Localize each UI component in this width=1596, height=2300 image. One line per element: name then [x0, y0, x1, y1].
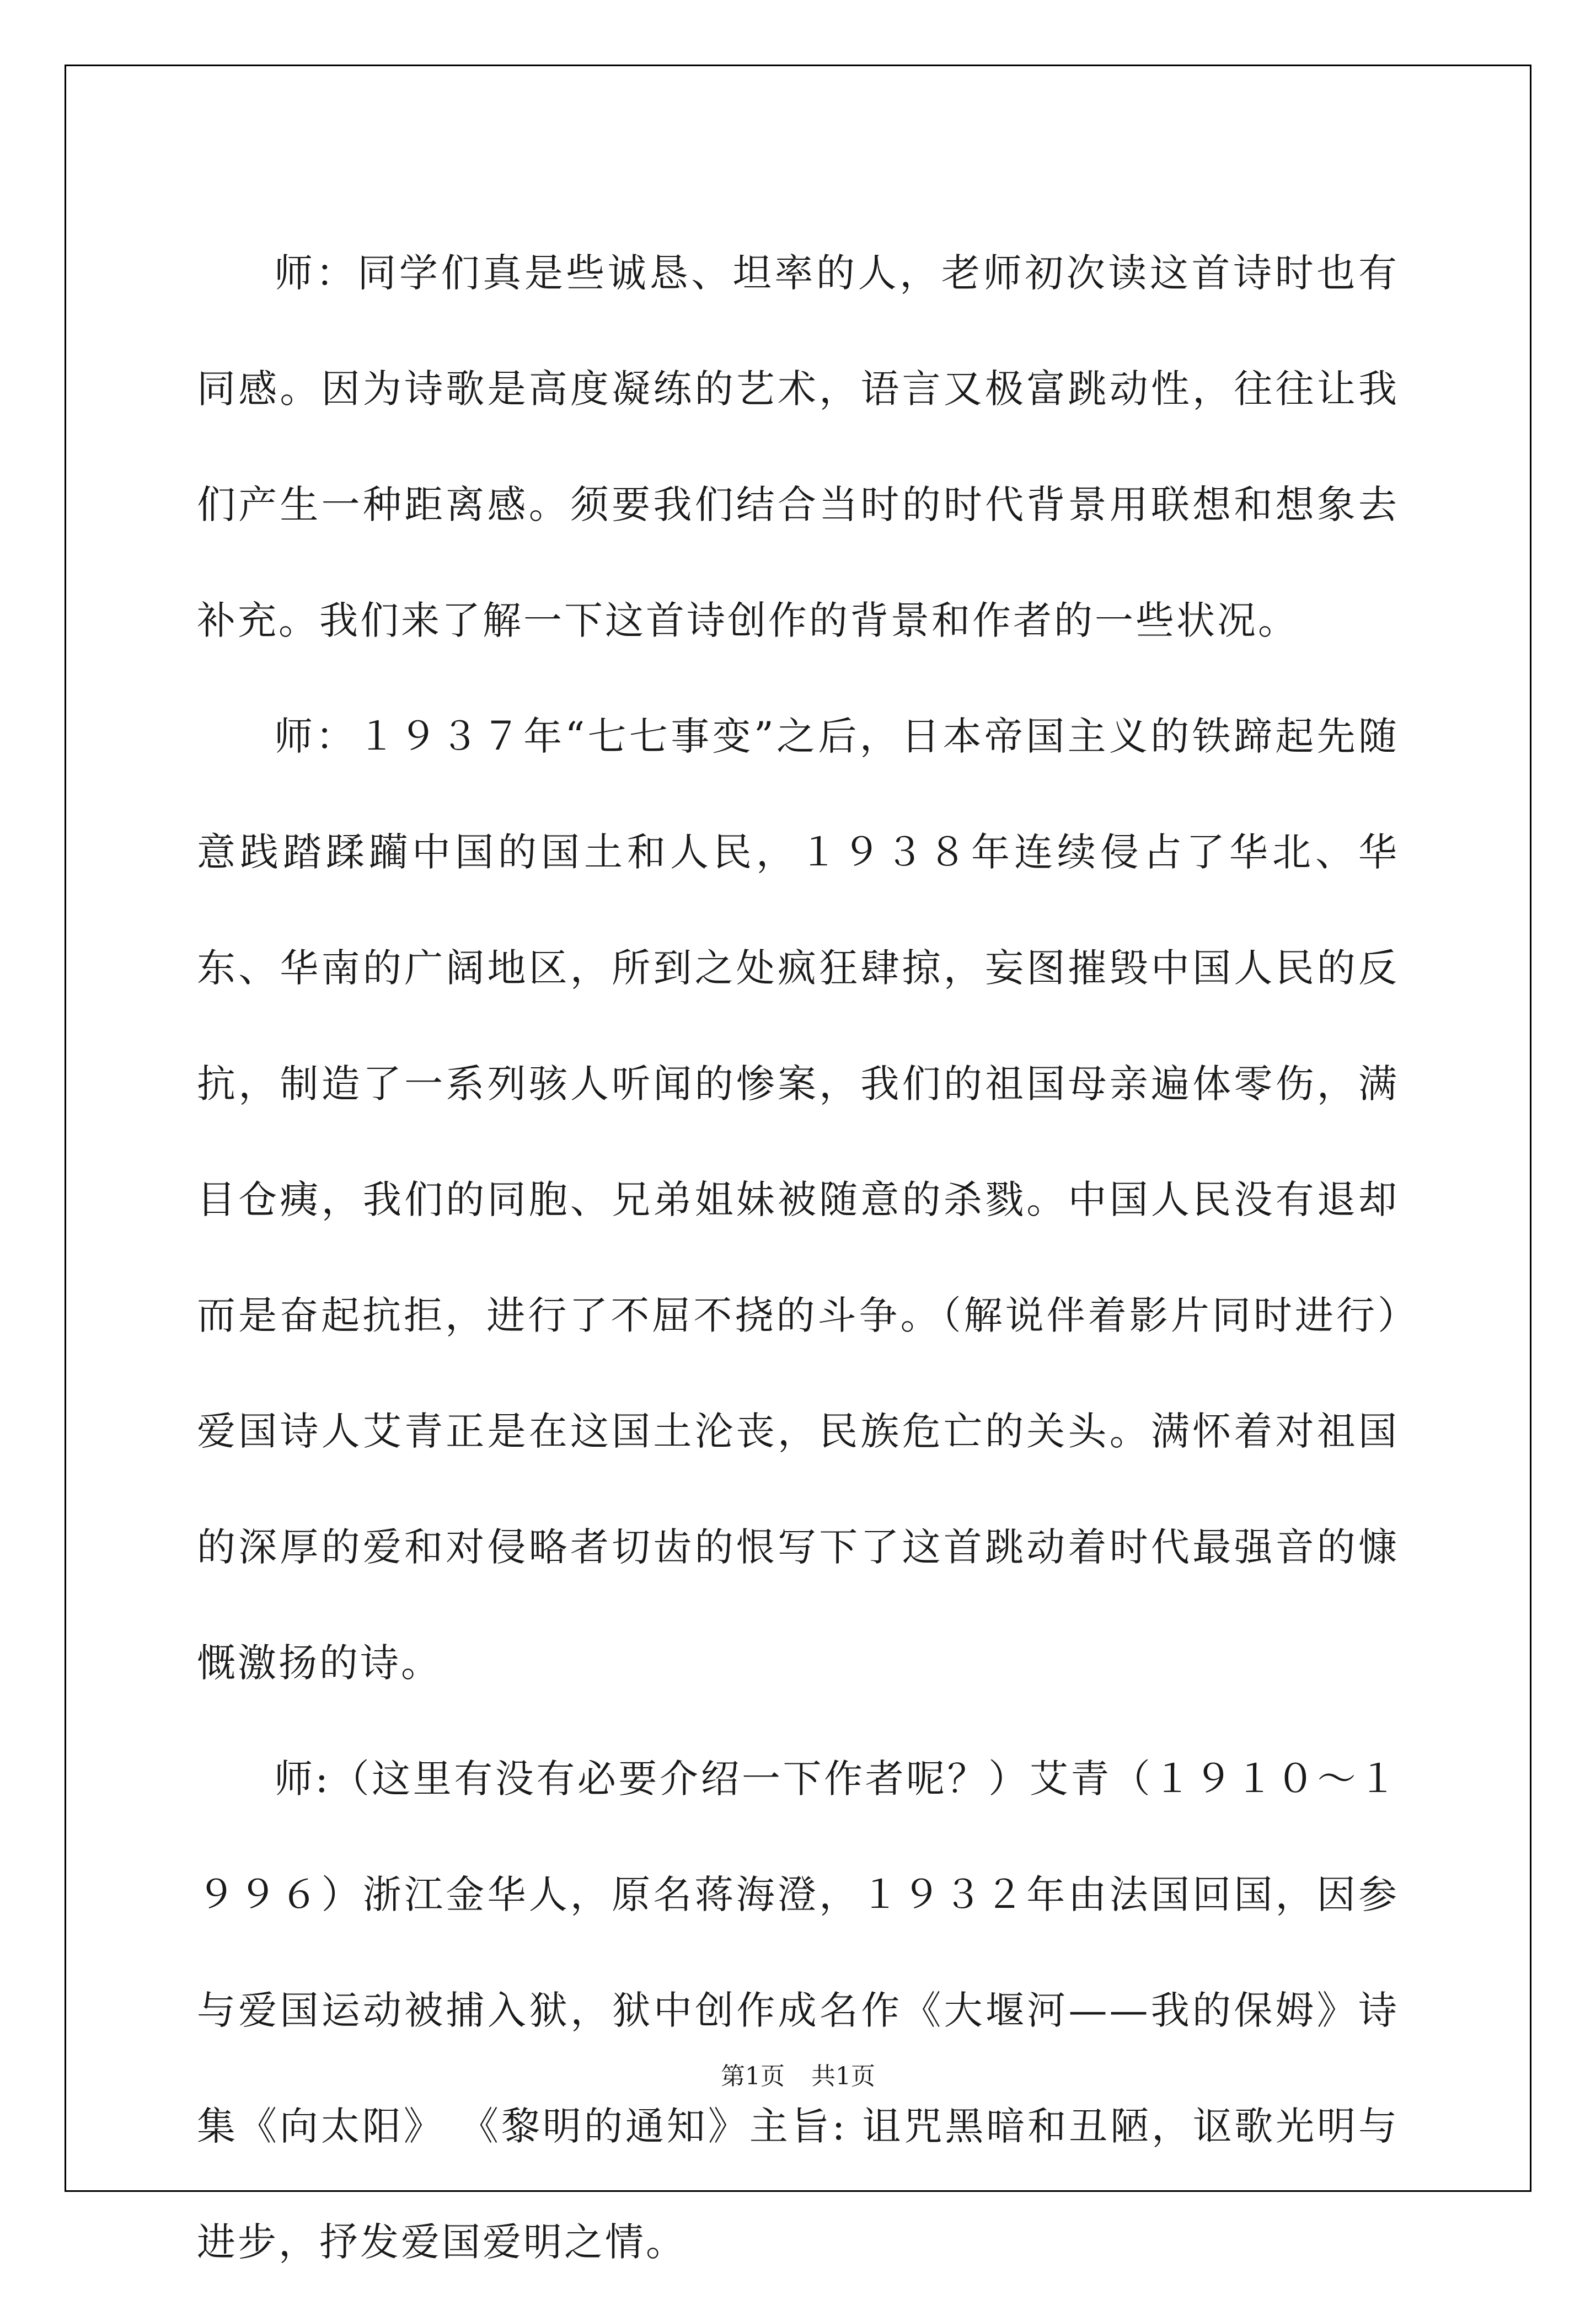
- paragraph-3: 师:（这里有没有必要介绍一下作者呢？）艾青（１９１０～１９９６）浙江金华人，原名蒋海澄，１９３２年由法国回国，因参与爱国运动被捕入狱，狱中创作成名作《大堰河——我的保姆》诗集《向太阳》 《黎明的通知》主旨: 诅咒黑暗和丑陋，讴歌光明与进步，抒发爱国爱明之情。: [197, 1756, 1399, 2265]
- paragraph-1: 师：同学们真是些诚恳、坦率的人，老师初次读这首诗时也有同感。因为诗歌是高度凝练的艺术，语言又极富跳动性，往往让我们产生一种距离感。须要我们结合当时的时代背景用联想和想象去补充。我们来了解一下这首诗创作的背景和作者的一些状况。: [197, 250, 1399, 643]
- page-footer: [0, 2060, 1596, 2093]
- paragraph-2: 师：１９３７年“七七事变”之后，日本帝国主义的铁蹄起先随意践踏蹂躏中国的国土和人民，１９３８年连续侵占了华北、华东、华南的广阔地区，所到之处疯狂肆掠，妄图摧毁中国人民的反抗，制造了一系列骇人听闻的惨案，我们的祖国母亲遍体零伤，满目仓痍，我们的同胞、兄弟姐妹被随意的杀戮。中国人民没有退却而是奋起抗拒，进行了不屈不挠的斗争。（解说伴着影片同时进行）爱国诗人艾青正是在这国土沦丧，民族危亡的关头。满怀着对祖国的深厚的爱和对侵略者切齿的恨写下了这首跳动着时代最强音的慷慨激扬的诗。: [197, 714, 1399, 1686]
- document-body: [197, 215, 1399, 2300]
- page-total: 共1页: [811, 2062, 875, 2090]
- page-number: 第1页: [721, 2062, 785, 2090]
